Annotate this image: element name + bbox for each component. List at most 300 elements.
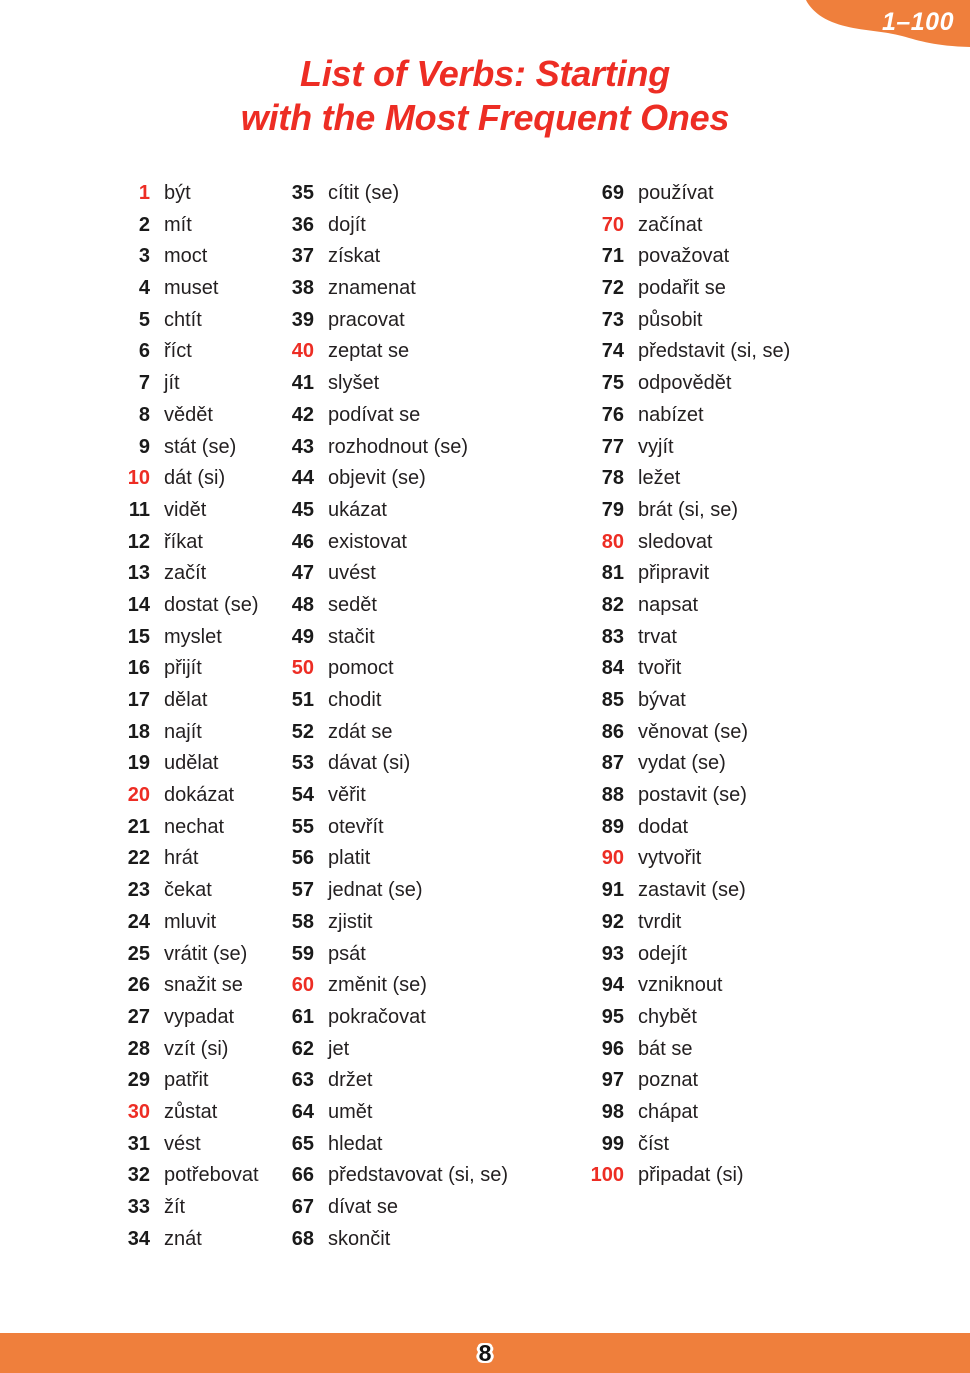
verb-entry — [580, 721, 870, 753]
verb-entry — [580, 562, 870, 594]
verb-entry-number: 40 — [291, 340, 314, 363]
verb-entry-number: 9 — [138, 435, 150, 458]
page-title-line-2: with the Most Frequent Ones — [240, 97, 730, 138]
verb-entry-number: 5 — [138, 308, 150, 331]
verb-entry — [270, 404, 560, 436]
verb-entry-word: odpovědět — [638, 372, 732, 395]
verb-entry-number: 26 — [127, 974, 150, 997]
verb-entry-number: 44 — [291, 467, 314, 490]
verb-entry-word: dojít — [328, 213, 366, 236]
verb-entry-number: 55 — [291, 815, 314, 838]
verb-entry — [106, 499, 260, 531]
verb-entry-word: chybět — [638, 1005, 697, 1028]
verb-entry — [106, 467, 260, 499]
verb-entry-word: tvořit — [638, 657, 682, 680]
verb-entry-word: přijít — [164, 657, 202, 680]
verb-entry-word: vypadat — [164, 1005, 235, 1028]
verb-entry-number: 88 — [601, 784, 624, 807]
verb-entry-word: říkat — [164, 530, 203, 553]
verb-entry — [270, 594, 560, 626]
verb-entry-number: 87 — [601, 752, 624, 775]
verb-entry — [106, 657, 260, 689]
verb-entry-word: nechat — [164, 815, 225, 838]
verb-entry-word: dodat — [638, 815, 689, 838]
verb-entry — [106, 182, 260, 214]
verb-entry-number: 50 — [291, 657, 314, 680]
verb-entry-word: chodit — [328, 689, 382, 711]
verb-entry-number: 77 — [601, 435, 624, 458]
verb-entry — [106, 721, 260, 753]
verb-entry-number: 56 — [291, 847, 314, 870]
verb-entry-number: 45 — [291, 498, 314, 521]
verb-entry-word: napsat — [638, 593, 699, 616]
verb-entry-number: 3 — [138, 245, 150, 268]
verb-entry-number: 75 — [601, 372, 624, 395]
verb-entry-number: 84 — [601, 657, 624, 680]
verb-entry-word: jednat (se) — [328, 879, 423, 902]
verb-entry-number: 30 — [127, 1100, 150, 1123]
verb-entry-word: stát (se) — [164, 435, 237, 458]
verb-entry — [270, 245, 560, 277]
verb-entry-number: 12 — [127, 530, 150, 553]
verb-entry — [106, 816, 260, 848]
verb-entry — [270, 372, 560, 404]
verb-entry — [270, 1133, 560, 1165]
verb-entry-number: 35 — [291, 182, 314, 204]
verb-entry — [106, 404, 260, 436]
verb-entry — [270, 277, 560, 309]
verb-entry-number: 68 — [291, 1227, 314, 1250]
verb-entry — [270, 1006, 560, 1038]
verb-entry-number: 64 — [291, 1100, 314, 1123]
verb-entry — [270, 626, 560, 658]
verb-entry — [106, 309, 260, 341]
verb-entry-number: 61 — [291, 1005, 314, 1028]
verb-entry — [580, 847, 870, 879]
verb-entry-number: 16 — [127, 657, 150, 680]
verb-entry-number: 11 — [128, 498, 150, 521]
verb-entry — [580, 689, 870, 721]
verb-entry — [580, 816, 870, 848]
verb-entry-word: zůstat — [164, 1100, 218, 1123]
verb-entry — [580, 974, 870, 1006]
verb-entry-word: vědět — [164, 403, 213, 426]
verb-entry-word: vrátit (se) — [164, 942, 248, 965]
verb-entry — [270, 784, 560, 816]
verb-column-1 — [0, 182, 260, 1259]
verb-entry — [106, 784, 260, 816]
verb-entry — [270, 182, 560, 214]
verb-entry-word: trvat — [638, 625, 677, 648]
verb-entry-word: chtít — [164, 308, 202, 331]
verb-entry-word: žít — [164, 1196, 186, 1218]
verb-entry-number: 51 — [291, 689, 314, 711]
verb-entry-word: dostat (se) — [164, 593, 259, 616]
verb-entry — [580, 784, 870, 816]
verb-entry-number: 66 — [291, 1164, 314, 1187]
verb-entry-number: 70 — [601, 213, 624, 236]
verb-entry-word: stačit — [328, 625, 375, 648]
verb-column-3 — [560, 182, 870, 1196]
verb-entry-word: ukázat — [328, 498, 387, 521]
verb-entry-number: 15 — [127, 625, 150, 648]
verb-entry — [580, 911, 870, 943]
verb-entry-number: 58 — [291, 910, 314, 933]
verb-entry-word: říct — [164, 340, 192, 363]
verb-entry-number: 96 — [601, 1037, 624, 1060]
verb-entry-word: nabízet — [638, 403, 704, 426]
verb-entry — [580, 879, 870, 911]
verb-entry — [580, 594, 870, 626]
verb-entry-number: 90 — [601, 847, 624, 870]
verb-entry — [106, 214, 260, 246]
verb-entry-word: získat — [328, 245, 381, 268]
verb-entry — [270, 657, 560, 689]
verb-entry-number: 86 — [601, 720, 624, 743]
verb-entry — [106, 847, 260, 879]
verb-entry-word: myslet — [164, 625, 222, 648]
verb-entry-word: dokázat — [164, 784, 235, 807]
verb-entry-number: 79 — [601, 498, 624, 521]
verb-entry-number: 72 — [601, 277, 624, 300]
verb-entry — [580, 1101, 870, 1133]
verb-entry — [580, 309, 870, 341]
verb-entry-number: 73 — [601, 308, 624, 331]
verb-entry-number: 1 — [138, 182, 150, 204]
verb-entry — [270, 1228, 560, 1260]
verb-entry — [270, 467, 560, 499]
verb-entry — [106, 974, 260, 1006]
verb-entry-number: 23 — [127, 879, 150, 902]
verb-entry-word: jít — [164, 372, 180, 395]
verb-entry — [580, 1133, 870, 1165]
verb-entry-word: znát — [164, 1227, 202, 1250]
verb-entry-number: 60 — [291, 974, 314, 997]
verb-entry-word: vyjít — [638, 435, 674, 458]
verb-entry — [580, 626, 870, 658]
verb-entry-number: 78 — [601, 467, 624, 490]
verb-entry-word: začínat — [638, 213, 703, 236]
verb-entry-number: 85 — [601, 689, 624, 711]
verb-entry — [106, 626, 260, 658]
verb-entry — [270, 943, 560, 975]
verb-entry — [270, 689, 560, 721]
verb-entry — [580, 1069, 870, 1101]
verb-entry-number: 42 — [291, 403, 314, 426]
verb-entry-word: objevit (se) — [328, 467, 426, 490]
verb-entry-word: zastavit (se) — [638, 879, 746, 902]
verb-entry — [106, 943, 260, 975]
verb-entry — [106, 1069, 260, 1101]
verb-entry — [106, 1006, 260, 1038]
verb-entry — [106, 911, 260, 943]
page-title — [0, 52, 970, 140]
verb-entry-word: muset — [164, 277, 219, 300]
verb-entry-word: zdát se — [328, 720, 393, 743]
verb-entry — [270, 214, 560, 246]
verb-entry-word: skončit — [328, 1227, 391, 1250]
verb-entry-number: 19 — [127, 752, 150, 775]
verb-entry-number: 43 — [291, 435, 314, 458]
page-number: 8 — [478, 1340, 492, 1366]
verb-entry-word: uvést — [328, 562, 376, 585]
verb-entry-word: změnit (se) — [328, 974, 427, 997]
verb-entry-number: 57 — [291, 879, 314, 902]
verb-entry-number: 82 — [601, 593, 624, 616]
verb-entry-word: tvrdit — [638, 910, 682, 933]
verb-entry — [580, 245, 870, 277]
verb-entry-word: chápat — [638, 1100, 699, 1123]
verb-entry-number: 17 — [127, 689, 150, 711]
verb-entry-number: 95 — [601, 1005, 624, 1028]
verb-entry-word: slyšet — [328, 372, 380, 395]
verb-entry — [580, 277, 870, 309]
verb-entry-number: 93 — [601, 942, 624, 965]
verb-entry-number: 4 — [138, 277, 150, 300]
verb-entry-number: 22 — [127, 847, 150, 870]
verb-entry-word: snažit se — [164, 974, 243, 997]
verb-entry-word: existovat — [328, 530, 407, 553]
verb-entry — [580, 340, 870, 372]
verb-entry — [270, 1101, 560, 1133]
verb-entry-word: věnovat (se) — [638, 720, 749, 743]
verb-entry-word: vzít (si) — [164, 1037, 229, 1060]
verb-entry-word: sedět — [328, 593, 377, 616]
verb-entry-word: cítit (se) — [328, 182, 400, 204]
verb-entry — [580, 214, 870, 246]
verb-entry-word: moct — [164, 245, 208, 268]
verb-entry-word: umět — [328, 1100, 373, 1123]
verb-entry-word: psát — [328, 942, 366, 965]
verb-entry-number: 36 — [291, 213, 314, 236]
verb-entry-word: podařit se — [638, 277, 726, 300]
verb-entry-number: 29 — [127, 1069, 150, 1092]
verb-entry-word: dívat se — [328, 1196, 399, 1218]
verb-entry-word: vytvořit — [638, 847, 702, 870]
verb-entry-word: bát se — [638, 1037, 693, 1060]
verb-entry — [580, 436, 870, 468]
verb-entry-word: udělat — [164, 752, 219, 775]
verb-entry — [270, 436, 560, 468]
verb-entry-number: 39 — [291, 308, 314, 331]
verb-entry-number: 65 — [291, 1132, 314, 1155]
verb-entry-word: držet — [328, 1069, 373, 1092]
verb-entry-word: dát (si) — [164, 467, 226, 490]
verb-entry-number: 20 — [127, 784, 150, 807]
verb-entry-word: pracovat — [328, 308, 405, 331]
verb-entry-word: dělat — [164, 689, 208, 711]
page-title-line-1: List of Verbs: Starting — [299, 53, 671, 94]
verb-entry — [106, 277, 260, 309]
verb-entry — [106, 1133, 260, 1165]
verb-entry-number: 91 — [601, 879, 624, 902]
verb-entry — [270, 340, 560, 372]
verb-entry — [106, 879, 260, 911]
verb-entry — [270, 721, 560, 753]
verb-entry — [580, 404, 870, 436]
verb-entry-word: mluvit — [164, 910, 217, 933]
verb-entry-number: 8 — [138, 403, 150, 426]
verb-entry-number: 32 — [127, 1164, 150, 1187]
verb-entry-number: 74 — [601, 340, 624, 363]
verb-entry — [106, 245, 260, 277]
verb-entry-word: dávat (si) — [328, 752, 411, 775]
verb-entry — [580, 499, 870, 531]
verb-entry-word: představit (si, se) — [638, 340, 791, 363]
verb-entry-word: začít — [164, 562, 207, 585]
verb-entry-number: 41 — [291, 372, 314, 395]
verb-entry-word: číst — [638, 1132, 670, 1155]
verb-entry-number: 54 — [291, 784, 314, 807]
verb-entry-word: připadat (si) — [638, 1164, 744, 1187]
verb-entry-word: považovat — [638, 245, 730, 268]
verb-entry-number: 89 — [601, 815, 624, 838]
range-label: 1–100 — [881, 8, 954, 36]
verb-entry-number: 34 — [127, 1227, 150, 1250]
verb-entry-word: patřit — [164, 1069, 209, 1092]
verb-entry — [270, 911, 560, 943]
verb-entry-number: 37 — [291, 245, 314, 268]
verb-entry-word: potřebovat — [164, 1164, 259, 1187]
verb-entry-number: 71 — [601, 245, 624, 268]
verb-entry — [106, 562, 260, 594]
verb-entry-number: 13 — [127, 562, 150, 585]
verb-entry-number: 38 — [291, 277, 314, 300]
verb-entry — [106, 1196, 260, 1228]
verb-entry-word: věřit — [328, 784, 366, 807]
verb-entry — [270, 499, 560, 531]
verb-entry-number: 21 — [127, 815, 150, 838]
verb-entry — [270, 1164, 560, 1196]
verb-entry — [270, 1196, 560, 1228]
verb-entry — [580, 1164, 870, 1196]
verb-entry-word: ležet — [638, 467, 681, 490]
verb-entry-word: poznat — [638, 1069, 699, 1092]
verb-entry-number: 2 — [138, 213, 150, 236]
verb-entry — [580, 372, 870, 404]
verb-entry — [106, 1101, 260, 1133]
verb-entry-word: podívat se — [328, 403, 421, 426]
verb-entry — [106, 531, 260, 563]
verb-entry-word: používat — [638, 182, 714, 204]
verb-entry-word: najít — [164, 720, 202, 743]
verb-entry-number: 53 — [291, 752, 314, 775]
verb-entry-number: 59 — [291, 942, 314, 965]
verb-entry — [270, 816, 560, 848]
verb-entry — [270, 752, 560, 784]
verb-entry-number: 67 — [291, 1196, 314, 1218]
verb-entry-number: 31 — [127, 1132, 150, 1155]
verb-entry-word: hledat — [328, 1132, 383, 1155]
verb-entry-number: 63 — [291, 1069, 314, 1092]
verb-entry-number: 100 — [590, 1164, 624, 1187]
verb-entry-number: 52 — [291, 720, 314, 743]
verb-entry-number: 98 — [601, 1100, 624, 1123]
verb-entry-number: 47 — [291, 562, 314, 585]
verb-entry — [270, 974, 560, 1006]
verb-entry-number: 99 — [601, 1132, 624, 1155]
verb-entry-number: 18 — [127, 720, 150, 743]
verb-entry-number: 83 — [601, 625, 624, 648]
verb-entry-word: vydat (se) — [638, 752, 726, 775]
verb-entry — [270, 1038, 560, 1070]
verb-entry-number: 24 — [127, 910, 150, 933]
verb-entry-number: 48 — [291, 593, 314, 616]
verb-entry-word: zeptat se — [328, 340, 410, 363]
verb-entry — [106, 340, 260, 372]
verb-entry-word: odejít — [638, 942, 687, 965]
verb-entry-word: pomoct — [328, 657, 394, 680]
verb-entry-word: postavit (se) — [638, 784, 747, 807]
verb-entry — [270, 309, 560, 341]
verb-entry-number: 49 — [291, 625, 314, 648]
verb-entry — [106, 752, 260, 784]
verb-entry — [270, 562, 560, 594]
verb-entry — [580, 752, 870, 784]
verb-entry-word: bývat — [638, 689, 686, 711]
verb-entry-word: jet — [328, 1037, 350, 1060]
verb-entry — [106, 689, 260, 721]
verb-entry — [580, 657, 870, 689]
verb-entry-number: 81 — [601, 562, 624, 585]
verb-entry-number: 46 — [291, 530, 314, 553]
verb-entry-word: působit — [638, 308, 703, 331]
verb-entry-number: 10 — [127, 467, 150, 490]
verb-entry-number: 28 — [127, 1037, 150, 1060]
verb-column-2 — [260, 182, 560, 1259]
range-corner-tab — [770, 0, 970, 48]
verb-entry-number: 6 — [138, 340, 150, 363]
verb-entry — [580, 1038, 870, 1070]
verb-entry-word: rozhodnout (se) — [328, 435, 469, 458]
verb-entry — [106, 594, 260, 626]
verb-entry-number: 92 — [601, 910, 624, 933]
verb-entry-word: hrát — [164, 847, 199, 870]
verb-entry-number: 62 — [291, 1037, 314, 1060]
verb-entry-word: vzniknout — [638, 974, 723, 997]
verb-entry-number: 27 — [127, 1005, 150, 1028]
verb-entry-number: 33 — [127, 1196, 150, 1218]
verb-entry — [580, 182, 870, 214]
verb-entry — [580, 531, 870, 563]
verb-entry — [106, 1164, 260, 1196]
verb-entry-word: brát (si, se) — [638, 498, 739, 521]
verb-entry — [580, 1006, 870, 1038]
verb-entry-number: 14 — [127, 593, 150, 616]
verb-entry-word: zjistit — [328, 910, 373, 933]
verb-entry-number: 69 — [601, 182, 624, 204]
verb-entry-word: vést — [164, 1132, 201, 1155]
verb-entry-word: vidět — [164, 498, 207, 521]
verb-entry-number: 97 — [601, 1069, 624, 1092]
verb-entry — [106, 1038, 260, 1070]
verb-entry-word: platit — [328, 847, 371, 870]
verb-entry — [106, 436, 260, 468]
verb-entry — [106, 1228, 260, 1260]
verb-entry-word: pokračovat — [328, 1005, 426, 1028]
verb-entry-word: mít — [164, 213, 192, 236]
verb-entry-number: 94 — [601, 974, 624, 997]
verb-entry-word: čekat — [164, 879, 212, 902]
verb-entry-number: 76 — [601, 403, 624, 426]
verb-entry-word: otevřít — [328, 815, 384, 838]
verb-entry — [270, 879, 560, 911]
verb-entry — [270, 847, 560, 879]
verb-entry-word: být — [164, 182, 191, 204]
verb-entry-word: představovat (si, se) — [328, 1164, 509, 1187]
verb-entry-number: 25 — [127, 942, 150, 965]
verb-entry — [270, 1069, 560, 1101]
